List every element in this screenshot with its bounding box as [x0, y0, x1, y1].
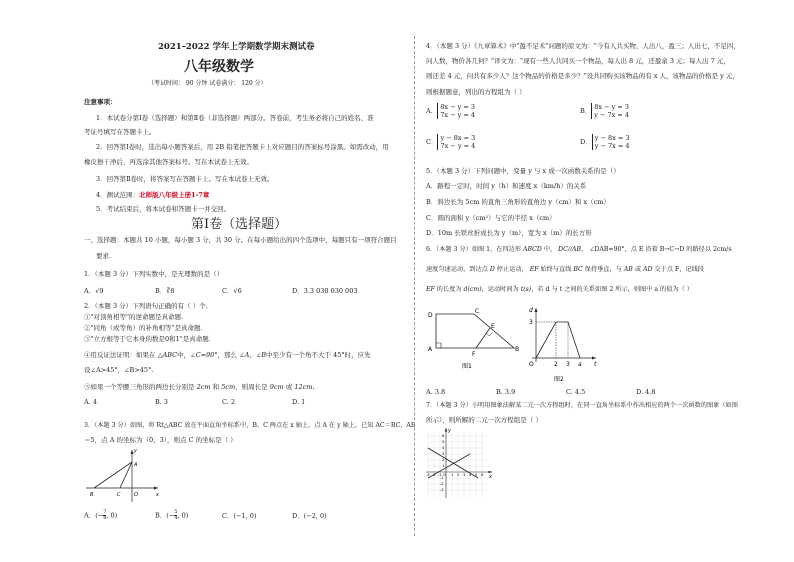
- equation-system: y − 8x = 3 y − 7x = 4: [592, 134, 630, 150]
- q7-y-arrow: [445, 428, 448, 432]
- q3-x-arrow: [154, 487, 158, 490]
- q3-option-c[interactable]: C．(−1, 0): [222, 512, 257, 520]
- q7-stem: 7．（本题 3 分）小明用图象法解某二元一次方程组时，在同一直角坐标系中作出相应的两个一次函数的图象（如图: [426, 402, 738, 409]
- q3-label-x: x: [156, 492, 159, 498]
- q6-quadrilateral: [436, 314, 514, 348]
- q5-option-a[interactable]: A．路程一定时，时间 y（h）和速度 x（km/h）的关系: [426, 182, 587, 190]
- subject-title: 八年级数学: [184, 59, 254, 75]
- tick-label: 6: [481, 473, 484, 477]
- scope-value: 北师版八年级上册1-7章: [139, 191, 210, 199]
- tick-label: 4: [442, 446, 445, 450]
- q6-fig2-graph: [536, 322, 580, 358]
- q3-label-y: y: [134, 448, 137, 454]
- tick-label: -1: [438, 473, 442, 477]
- q6-segment-ef: [476, 328, 490, 348]
- tick-label: 2: [442, 458, 445, 462]
- q2-option-a[interactable]: A. 4: [84, 398, 97, 406]
- q4-option-d[interactable]: D． y − 8x = 3 y − 7x = 4: [580, 134, 630, 151]
- q4-stem: 问人数，物价各几何？"译文为："现有一些人共同买一个物品，每人出 8 元，还盈余 3 元；每人出 7 元，: [426, 57, 730, 65]
- equation-system: 8x − y = 3 7x − y = 4: [437, 103, 475, 119]
- q6-fig1-label-e: E: [491, 323, 495, 330]
- q6-option-a[interactable]: A. 3.8: [426, 388, 446, 396]
- q7-label-x: x: [489, 474, 492, 480]
- tick-label: -2: [432, 473, 436, 477]
- q6-fig2-d-arrow: [535, 308, 538, 312]
- q2-statement: ④用反证法证明：如果在 △ABC中，∠C=90°，那么 ∠A、∠B中至少有一个角不大于 45°时，应先: [84, 351, 371, 359]
- q5-stem: 5．（本题 3 分）下列问题中，变量 y 与 x 成一次函数关系的是（）: [426, 167, 620, 175]
- q3-label-c: C: [117, 492, 121, 498]
- notes-heading: 注意事项：: [84, 98, 117, 106]
- tick-label: -3: [426, 473, 430, 477]
- tick-label: 1: [451, 473, 454, 477]
- section-title: 第Ⅰ卷（选择题）: [191, 217, 288, 232]
- q3-option-d[interactable]: D．(−2, 0): [292, 512, 327, 520]
- q4-option-a[interactable]: A． 8x − y = 3 7x − y = 4: [426, 103, 475, 120]
- q6-option-d[interactable]: D. 4.8: [636, 388, 656, 396]
- q6-fig2-label-2: 2: [554, 361, 558, 368]
- q6-fig1-label-c: C: [475, 308, 480, 315]
- q6-fig1-label-a: A: [428, 346, 433, 353]
- note-line: 考证号填写在答题卡上。: [84, 128, 156, 136]
- q4-stem: 则还差 4 元，问共有多少人？这个物品的价格是多少？"设共同购买该物品的有 x 人，该物品的价格是 y 元，: [426, 72, 739, 80]
- q6-stem: 速度匀速运动，到达点 D 停止运动， EF 始终与直线 BC 保持垂直，与 AB 或 AD 交于点 F，记线段: [426, 266, 704, 273]
- tick-label: 5: [442, 440, 445, 444]
- q2-statement: ①"对顶角相等"的逆命题是真命题.: [84, 313, 184, 321]
- q2-option-b[interactable]: B. 3: [155, 398, 169, 406]
- section-instruction: 要求.: [96, 252, 112, 260]
- q7-x-ticks: [426, 473, 484, 477]
- section-instruction: 一、选择题：本题共 10 小题，每小题 3 分，共 30 分。在每小题给出的四个选项中，每题只有一项符合题目: [84, 236, 397, 244]
- q6-fig1-label-b: B: [515, 346, 520, 353]
- q2-statement: ②"同角（或等角）的补角相等"是真命题.: [84, 324, 203, 332]
- q6-fig2-label-t: t: [594, 361, 597, 368]
- q6-fig1-label-f: F: [472, 351, 476, 358]
- q6-fig1-caption: 图1: [462, 363, 472, 370]
- q1-stem: 1．（本题 3 分）下列实数中，是无理数的是（）: [84, 270, 224, 278]
- note-line: 2．回答第Ⅰ卷时，选出每小题答案后，用 2B 铅笔把答题卡上对应题目的答案标号涂黑。如需改动，用: [96, 143, 389, 151]
- q5-option-d[interactable]: D．10m 长铁丝折成长为 y（m），宽为 x（m）的长方形: [426, 229, 592, 237]
- q6-fig2-label-a: a: [578, 361, 582, 368]
- q3-stem: 3．（本题 3 分）如图，将 Rt△ABC 放在平面直角坐标系中，B、C 两点在 x 轴上，点 A 在 y 轴上，已知 AC＝BC，AB: [84, 422, 416, 429]
- q6-fig2-label-3b: 3: [566, 361, 570, 368]
- tick-label: 4: [469, 473, 472, 477]
- note-line: 5．考试结束后，将本试卷和答题卡一并交回。: [96, 205, 231, 213]
- q1-option-d[interactable]: D．3.3 030 030 003: [292, 287, 358, 295]
- q1-option-a[interactable]: A．√9: [84, 287, 104, 295]
- tick-label: 2: [457, 473, 460, 477]
- q3-figure: [84, 446, 164, 504]
- equation-system: 8x − y = 3 y − 7x = 4: [591, 103, 629, 119]
- q3-stem: ＝5，点 A 的坐标为（0，3），则点 C 的坐标是（ ）: [84, 436, 237, 444]
- q1-option-b[interactable]: B．∛8: [155, 287, 175, 295]
- column-divider: [414, 36, 415, 536]
- tick-label: 3: [463, 473, 466, 477]
- tick-label: 5: [475, 473, 478, 477]
- q6-option-b[interactable]: B. 3.9: [496, 388, 516, 396]
- fraction: $\frac{5}{4}$: [174, 509, 178, 521]
- q6-fig2-label-3: 3: [529, 319, 533, 326]
- q6-fig2-caption: 图2: [554, 376, 564, 383]
- q6-stem: 6．（本题 3 分）如图 1，在四边形 ABCD 中， DC//AB， ∠DAB=90°，点 E 沿着 B→C→D 的路径以 2cm/s: [426, 246, 732, 253]
- q6-option-c[interactable]: C. 4.5: [566, 388, 586, 396]
- tick-label: -1: [440, 476, 444, 480]
- q2-option-c[interactable]: C. 2: [222, 398, 236, 406]
- q7-stem: 所示），则所解的二元一次方程组是（ ）: [426, 416, 542, 424]
- q3-option-a[interactable]: A．(− $\frac{7}{8}$ , 0): [84, 509, 118, 521]
- q3-label-a: A: [134, 462, 138, 468]
- q6-right-angle: [436, 343, 441, 348]
- exam-title: 2021–2022 学年上学期数学期末测试卷: [158, 42, 315, 52]
- q6-fig2-label-o: O: [529, 361, 534, 368]
- q6-fig2-t-arrow: [592, 357, 596, 360]
- q2-statement: 设∠A>45°，∠B>45°.: [84, 366, 154, 374]
- q5-option-c[interactable]: C．圆的面积 y（cm²）与它的半径 x（cm）: [426, 214, 556, 222]
- q7-figure: [424, 426, 500, 502]
- q2-statement: ⑤如果一个等腰三角形的两边长分别是 2cm 和 5cm，则周长是 9cm 或 12cm.: [84, 383, 315, 391]
- tick-label: -2: [440, 482, 444, 486]
- note-line: 1．本试卷分第Ⅰ卷（选择题）和第Ⅱ卷（非选择题）两部分。答卷前，考生务必将自己的姓名、准: [96, 114, 374, 122]
- q6-fig2-label-d: d: [529, 307, 533, 314]
- exam-info: （考试时间： 90 分钟 试卷满分： 120 分）: [148, 80, 267, 87]
- q4-option-c[interactable]: C． y − 8x = 3 7x − y = 4: [426, 134, 476, 151]
- q4-option-b[interactable]: B． 8x − y = 3 y − 7x = 4: [580, 103, 630, 120]
- q5-option-b[interactable]: B．斜边长为 5cm 的直角三角形的直角边 y（cm）和 x（cm）: [426, 198, 610, 206]
- fraction: $\frac{7}{8}$: [103, 509, 107, 521]
- tick-label: 1: [442, 464, 445, 468]
- q3-label-b: B: [90, 492, 94, 498]
- tick-label: O: [443, 473, 446, 477]
- equation-system: y − 8x = 3 7x − y = 4: [437, 134, 475, 150]
- q4-stem: 4．（本题 3 分）《九章算术》中"盈不足术"问题的原文为："今有人共买物，人出八，盈三；人出七，不足四，: [426, 42, 740, 50]
- q6-figure-2: [524, 304, 604, 384]
- tick-label: -3: [440, 488, 444, 492]
- q6-stem: EF 的长度为 d(cm)，运动时间为 t(s)，若 d 与 t 之间的关系如图 2 所示，则图中 a 的值为（ ）: [426, 286, 693, 293]
- tick-label: 3: [442, 452, 445, 456]
- q7-x-arrow: [489, 471, 493, 474]
- q6-fig1-label-d: D: [428, 312, 433, 319]
- q2-stem: 2．（本题 3 分）下列语句正确的有（ ）个.: [84, 302, 208, 310]
- q7-y-ticks: [440, 434, 445, 492]
- q1-option-c[interactable]: C．√6: [222, 287, 242, 295]
- q3-label-o: O: [134, 492, 138, 498]
- q6-figure-1: [424, 306, 524, 374]
- tick-label: 6: [442, 434, 445, 438]
- note-line: 橡皮擦干净后，再选涂其他答案标号。写在本试卷上无效。: [84, 158, 253, 166]
- q7-label-y: y: [448, 428, 451, 434]
- note-line: [96, 191, 209, 200]
- q4-stem: 则根据题意，列出的方程组为（ ）: [426, 88, 526, 96]
- scope-label: 4．测试范围：: [96, 191, 140, 199]
- q3-option-b[interactable]: B．(− $\frac{5}{4}$ , 0): [155, 509, 189, 521]
- q2-statement: ③"立方根等于它本身的数是0和1"是真命题.: [84, 335, 211, 343]
- note-line: 3．回答第Ⅱ卷时，将答案写在答题卡上。写在本试卷上无效。: [96, 175, 274, 183]
- q2-option-d[interactable]: D. 1: [292, 398, 306, 406]
